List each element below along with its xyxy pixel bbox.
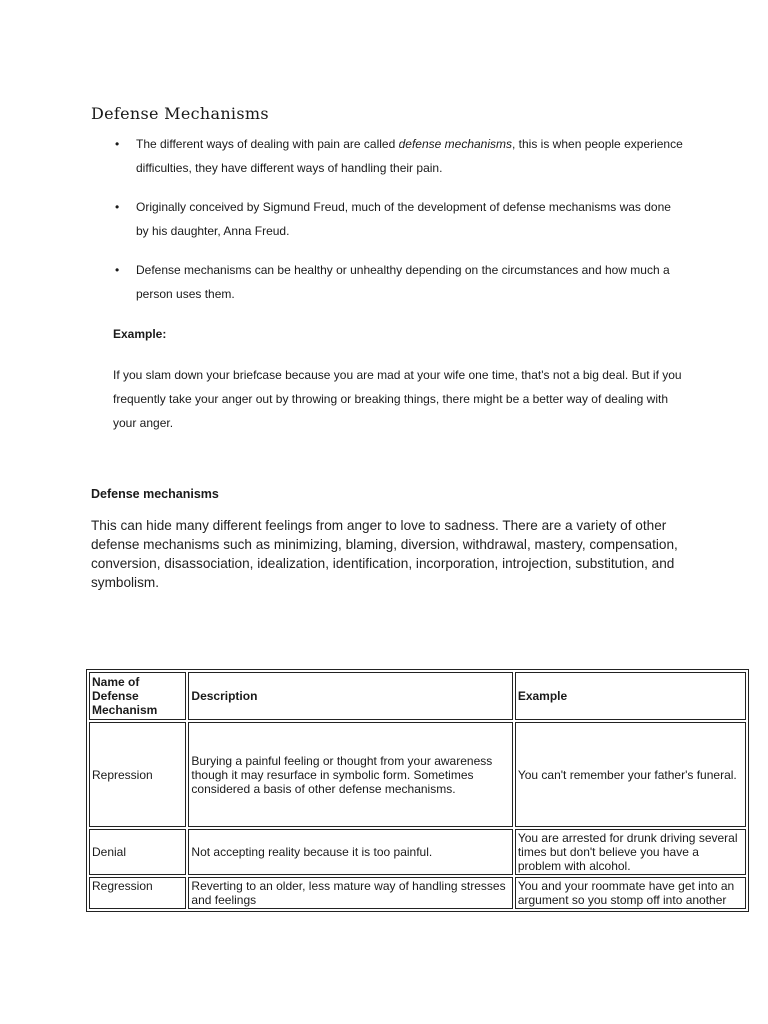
section-heading: Defense mechanisms [91,487,219,501]
document-title: Defense Mechanisms [91,104,269,123]
cell-description: Burying a painful feeling or thought from your awareness though it may resurface in symbolic form. Sometimes considered a basis of other defense mechanisms. [188,722,512,827]
bullet-list [113,132,683,321]
bullet-text: The different ways of dealing with pain are called [136,137,399,151]
bullet-emphasis: defense mechanisms [398,137,512,151]
cell-name: Regression [89,877,186,909]
bullet-text: Originally conceived by Sigmund Freud, much of the development of defense mechanisms was done by his daughter, Anna Freud. [136,200,671,238]
table-row [89,877,746,909]
example-label: Example: [113,327,167,341]
section-text: This can hide many different feelings from anger to love to sadness. There are a variety of other defense mechanisms such as minimizing, blaming, diversion, withdrawal, mastery, compensation, conversion, disassociation, idealization, identification, incorporation, introjection, substitution, and symbolism. [91,518,678,590]
table-row [89,722,746,827]
bullet-item [113,258,683,306]
cell-example: You and your roommate have get into an argument so you stomp off into another [515,877,746,909]
bullet-icon: • [115,263,120,277]
cell-description: Not accepting reality because it is too painful. [188,829,512,875]
header-name: Name of Defense Mechanism [89,672,186,720]
bullet-icon: • [115,200,120,214]
header-example: Example [515,672,746,720]
cell-description: Reverting to an older, less mature way of handling stresses and feelings [188,877,512,909]
bullet-text: Defense mechanisms can be healthy or unhealthy depending on the circumstances and how much a person uses them. [136,263,670,301]
cell-example: You are arrested for drunk driving several times but don't believe you have a problem with alcohol. [515,829,746,875]
cell-name: Repression [89,722,186,827]
bullet-text-end: , this is when people experience difficulties, they have different ways of handling their pain. [136,137,683,175]
cell-name: Denial [89,829,186,875]
bullet-item [113,195,683,243]
cell-example: You can't remember your father's funeral. [515,722,746,827]
table-header-row [89,672,746,720]
defense-mechanisms-table [86,669,749,912]
bullet-item [113,132,683,180]
table-row [89,829,746,875]
example-text: If you slam down your briefcase because you are mad at your wife one time, that's not a big deal. But if you frequently take your anger out by throwing or breaking things, there might be a better way of dealing with your anger. [113,368,682,430]
bullet-icon: • [115,137,120,151]
header-description: Description [188,672,512,720]
